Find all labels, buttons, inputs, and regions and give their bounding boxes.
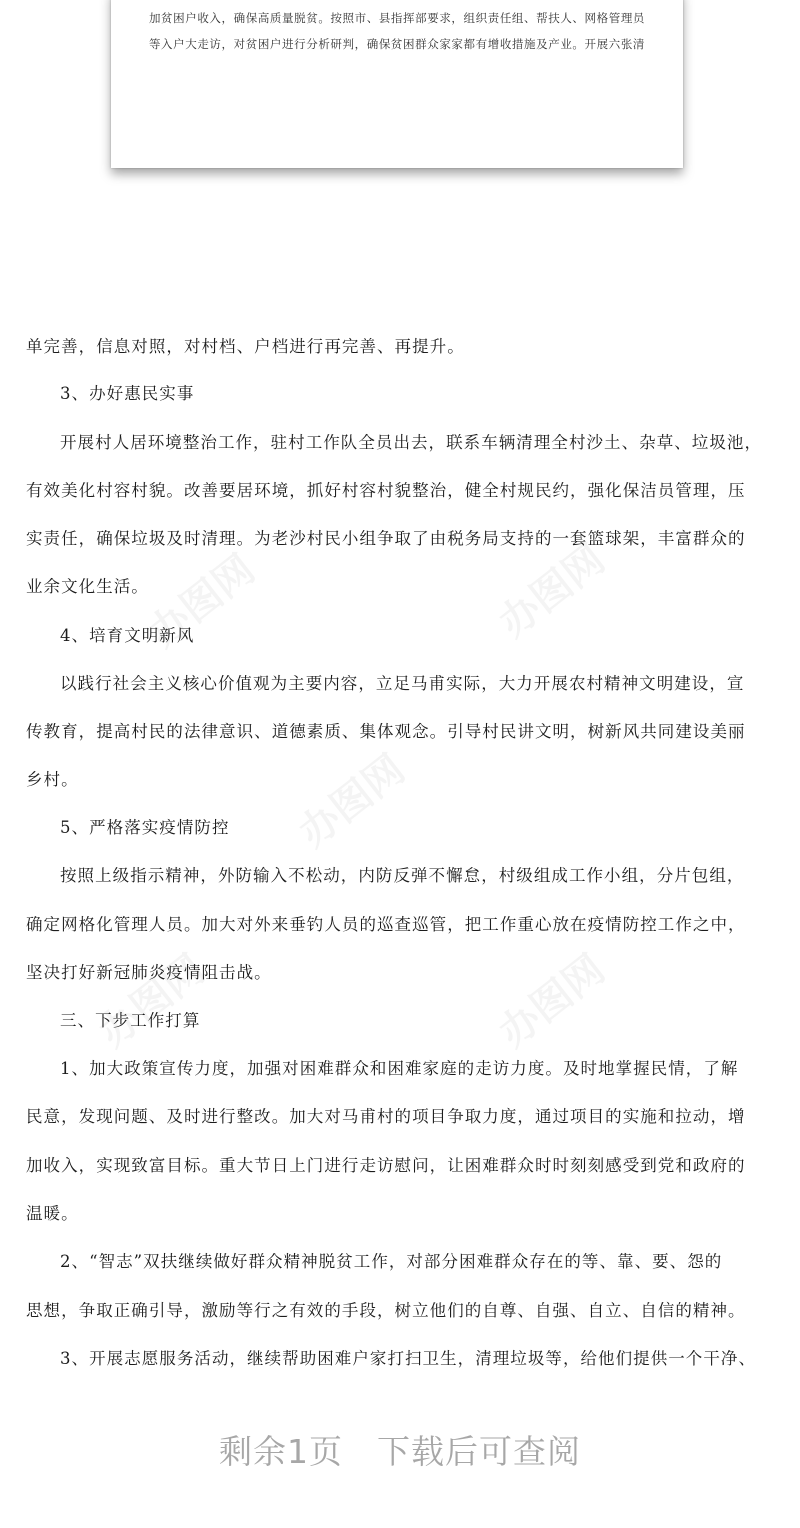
paragraph-line: 乡村。 bbox=[26, 770, 79, 789]
paragraph-line: 业余文化生活。 bbox=[26, 577, 149, 596]
paragraph-line: 思想，争取正确引导，激励等行之有效的手段，树立他们的自尊、自强、自立、自信的精神。 bbox=[26, 1301, 746, 1320]
page-preview-card bbox=[111, 0, 683, 168]
paragraph-line: 温暖。 bbox=[26, 1204, 79, 1223]
watermark bbox=[85, 939, 215, 1058]
paragraph-line: 2、“智志”双扶继续做好群众精神脱贫工作，对部分困难群众存在的等、靠、要、怨的 bbox=[60, 1252, 723, 1271]
preview-text-line: 加贫困户收入，确保高质量脱贫。按照市、县指挥部要求，组织责任组、帮扶人、网格管理员 bbox=[148, 11, 646, 25]
paragraph-line: 有效美化村容村貌。改善要居环境，抓好村容村貌整治，健全村规民约，强化保洁员管理，压 bbox=[26, 481, 746, 500]
paragraph-line: 坚决打好新冠肺炎疫情阻击战。 bbox=[26, 963, 272, 982]
section-heading: 5、严格落实疫情防控 bbox=[60, 818, 230, 837]
paragraph-line: 民意，发现问题、及时进行整改。加大对马甫村的项目争取力度，通过项目的实施和拉动，增 bbox=[26, 1107, 746, 1126]
paragraph-line: 以践行社会主义核心价值观为主要内容，立足马甫实际，大力开展农村精神文明建设，宣 bbox=[60, 674, 745, 693]
paragraph-line: 1、加大政策宣传力度，加强对困难群众和困难家庭的走访力度。及时地掌握民情，了解 bbox=[60, 1059, 739, 1078]
paragraph-line: 加收入，实现致富目标。重大节日上门进行走访慰问，让困难群众时时刻刻感受到党和政府的 bbox=[26, 1156, 746, 1175]
watermark bbox=[285, 739, 415, 858]
paragraph-line: 按照上级指示精神，外防输入不松动，内防反弹不懈怠，村级组成工作小组，分片包组， bbox=[60, 866, 745, 885]
paragraph-line: 实责任，确保垃圾及时清理。为老沙村民小组争取了由税务局支持的一套篮球架，丰富群众的 bbox=[26, 529, 746, 548]
section-heading: 3、办好惠民实事 bbox=[60, 384, 195, 403]
remaining-pages-notice[interactable]: 剩余1页 下载后可查阅 bbox=[219, 1432, 581, 1471]
paragraph-line: 传教育，提高村民的法律意识、道德素质、集体观念。引导村民讲文明，树新风共同建设美丽 bbox=[26, 722, 746, 741]
body-line: 单完善，信息对照，对村档、户档进行再完善、再提升。 bbox=[26, 337, 465, 356]
paragraph-line: 确定网格化管理人员。加大对外来垂钓人员的巡查巡管，把工作重心放在疫情防控工作之中， bbox=[26, 915, 746, 934]
preview-text-line: 等入户大走访，对贫困户进行分析研判，确保贫困群众家家都有增收措施及产业。开展六张清 bbox=[148, 37, 646, 51]
paragraph-line: 开展村人居环境整治工作，驻村工作队全员出去，联系车辆清理全村沙土、杂草、垃圾池， bbox=[60, 433, 762, 452]
section-heading: 4、培育文明新风 bbox=[60, 626, 195, 645]
watermark bbox=[485, 939, 615, 1058]
section-heading: 三、下步工作打算 bbox=[60, 1011, 201, 1030]
paragraph-line: 3、开展志愿服务活动，继续帮助困难户家打扫卫生，清理垃圾等，给他们提供一个干净、 bbox=[60, 1349, 756, 1368]
